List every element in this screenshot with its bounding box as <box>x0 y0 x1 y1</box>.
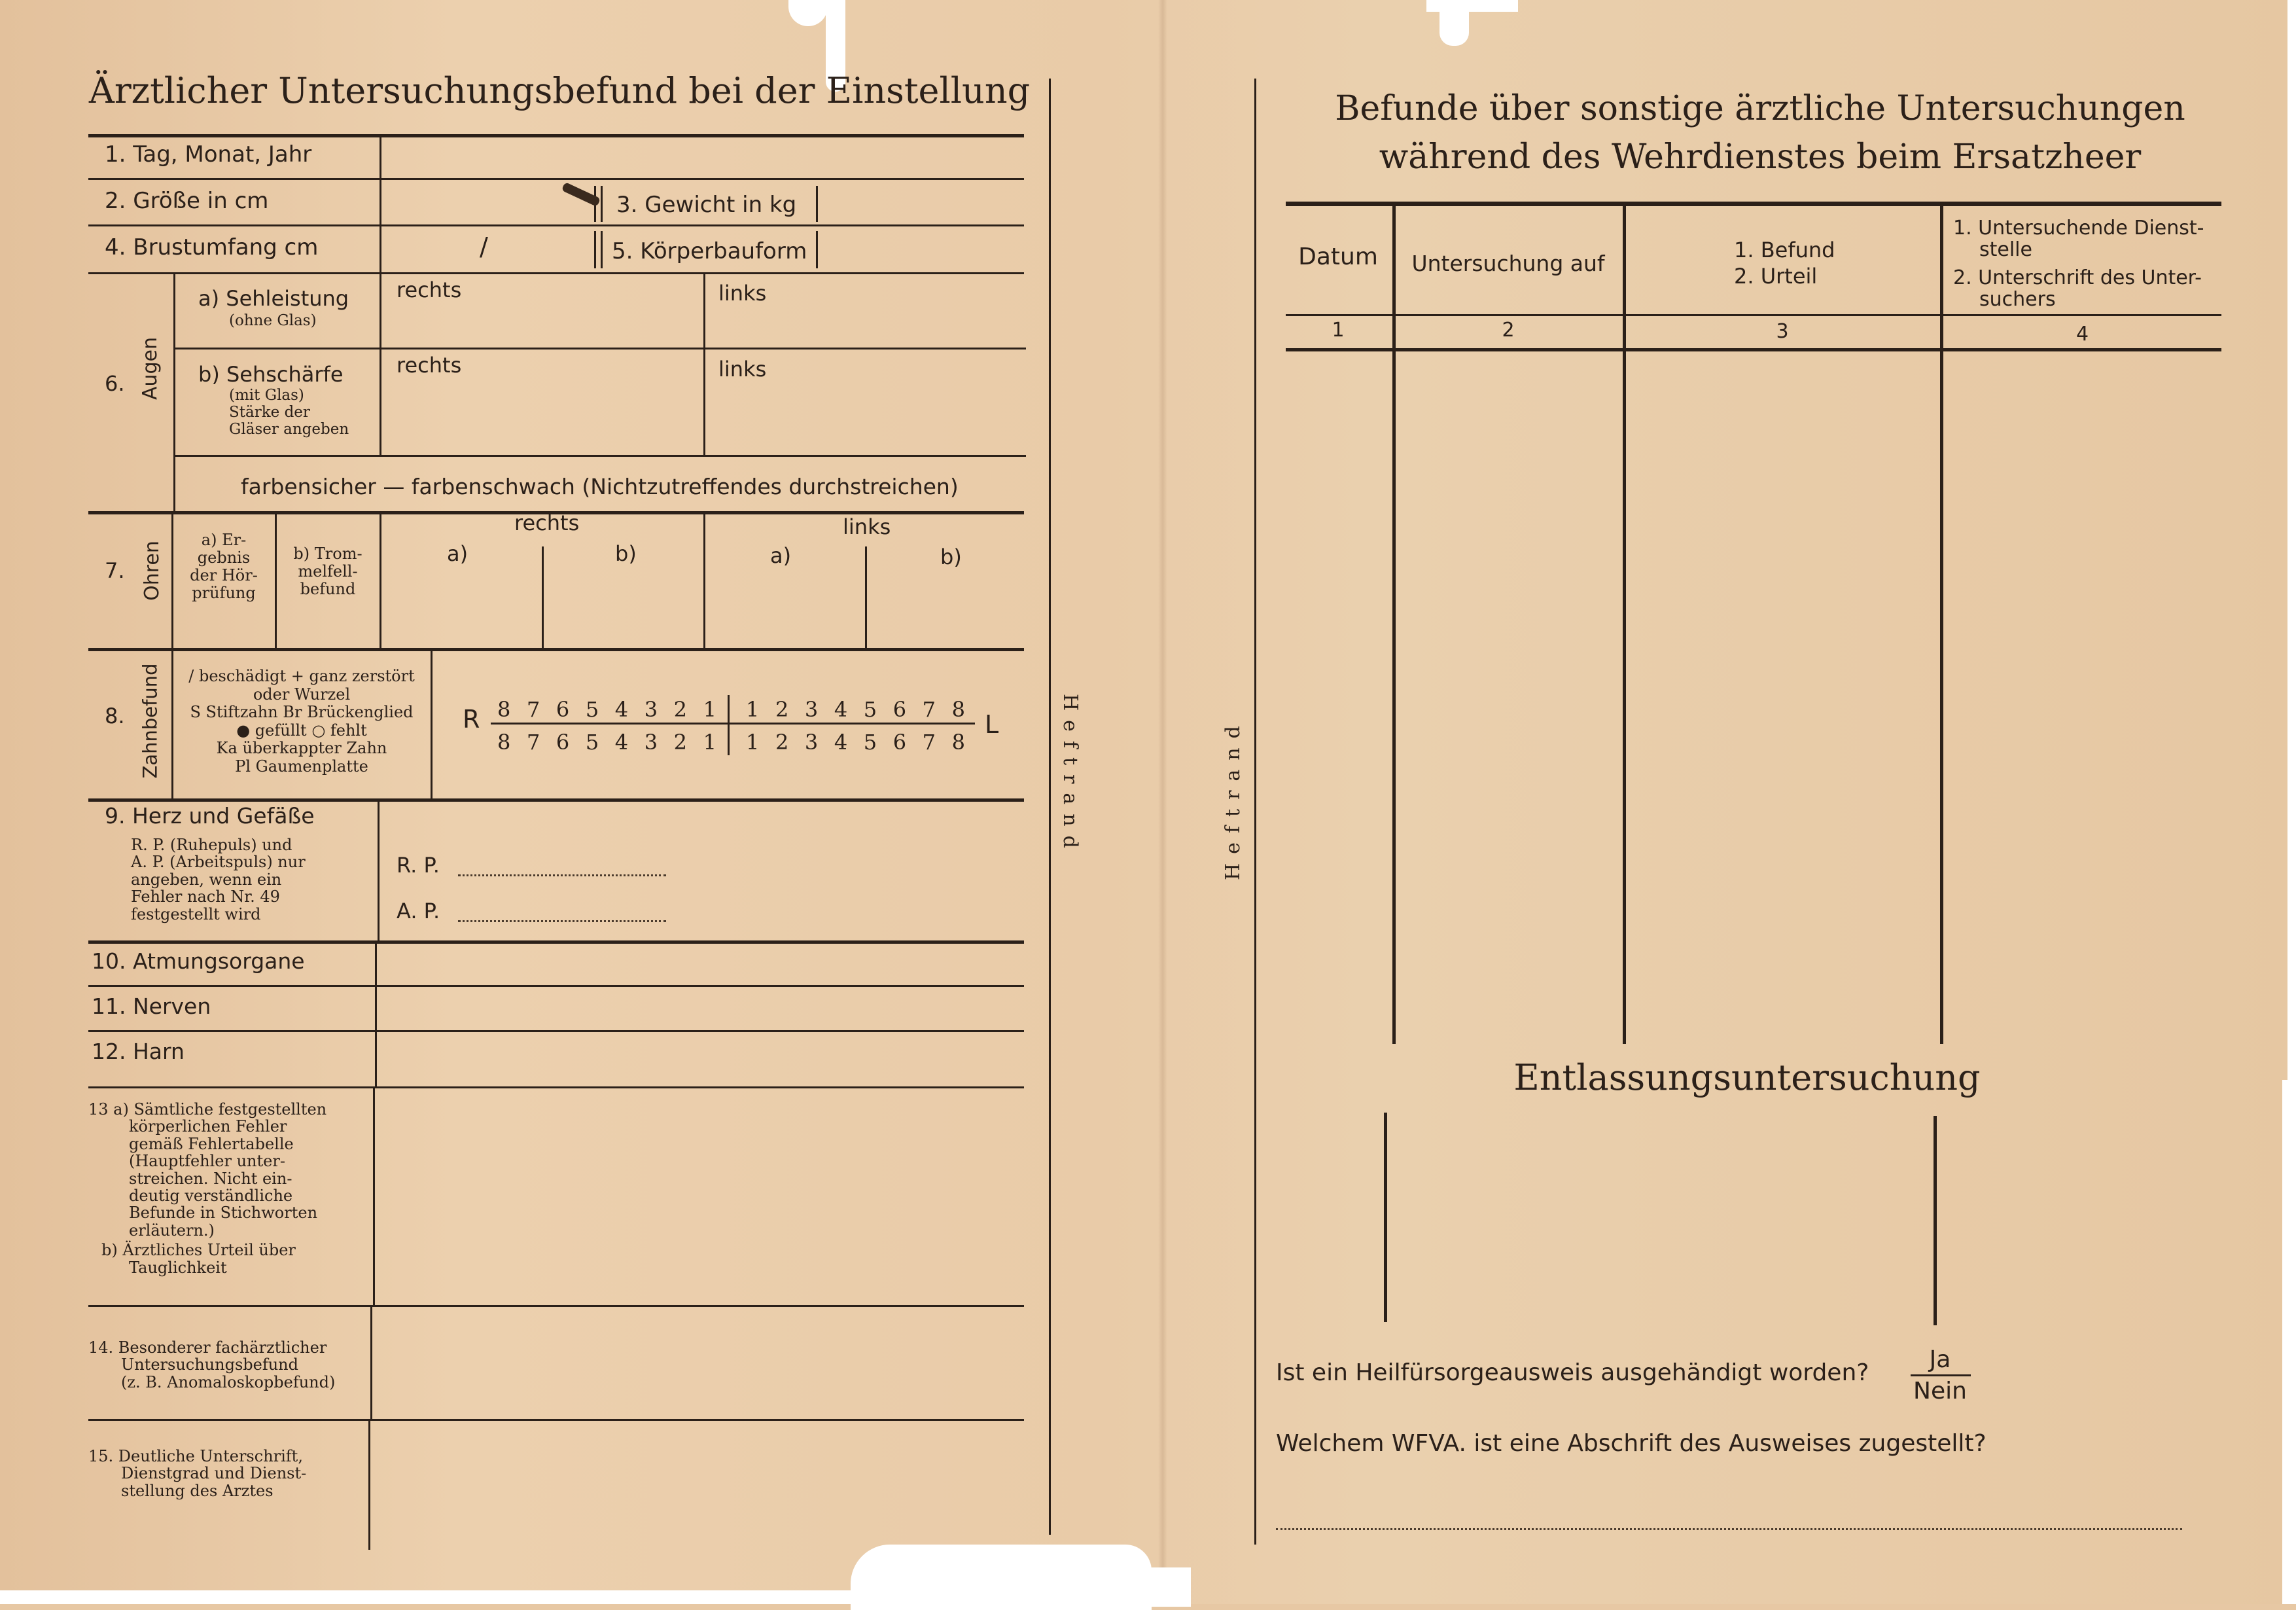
row4-slash: / <box>480 232 488 261</box>
tooth-number: 3 <box>804 697 819 722</box>
divider-gewicht-b <box>601 186 603 222</box>
row15-text <box>88 1448 306 1499</box>
row14-line: 14. Besonderer fachärztlicher <box>88 1338 327 1357</box>
row7-number: 7. <box>105 558 125 583</box>
ja-nein-divider <box>1911 1374 1971 1376</box>
ohren-links-a: a) <box>770 543 792 568</box>
tooth-number: 8 <box>951 697 965 722</box>
tooth-number: 6 <box>892 730 907 755</box>
row13-line: 13 a) Sämtliche festgestellten <box>88 1100 327 1118</box>
row13-line: streichen. Nicht ein- <box>129 1169 292 1188</box>
ohren-a-line: der Hör- <box>190 565 258 584</box>
zahn-legend-line: Pl Gaumenplatte <box>235 757 368 776</box>
question-wfva: Welchem WFVA. ist eine Abschrift des Ausweises zugestellt? <box>1276 1430 1987 1457</box>
row11-label: 11. Nerven <box>92 993 211 1019</box>
row13-line: Tauglichkeit <box>129 1258 227 1277</box>
tooth-number: 2 <box>775 697 789 722</box>
col-num-4: 4 <box>2075 323 2089 346</box>
tooth-number: 5 <box>585 697 599 722</box>
center-fold <box>1158 0 1167 1604</box>
rule-6a <box>175 348 1026 349</box>
col-datum-header: Datum <box>1298 243 1378 270</box>
row14-line: (z. B. Anomaloskopbefund) <box>121 1372 336 1391</box>
right-form-title-1: Befunde über sonstige ärztliche Untersuchungen <box>1335 89 2185 128</box>
row6-number: 6. <box>105 371 125 396</box>
ohren-links-b: b) <box>940 545 962 569</box>
row13-line: deutig verständliche <box>129 1186 293 1205</box>
col4-header-line: stelle <box>1979 238 2032 261</box>
zahn-group-divider <box>171 648 173 798</box>
sehleistung-links: links <box>718 281 767 306</box>
table-num-rule <box>1286 348 2221 351</box>
entl-col-2 <box>1934 1116 1937 1325</box>
tooth-number: 4 <box>614 697 629 722</box>
row9-label: 9. Herz und Gefäße <box>105 803 315 829</box>
tooth-number: 6 <box>892 697 907 722</box>
col-num-3: 3 <box>1776 320 1789 343</box>
ohren-b-text <box>279 545 377 598</box>
col-untersuchung-header: Untersuchung auf <box>1411 251 1605 276</box>
col4-header <box>1953 217 2204 310</box>
mit-glas-note: (mit Glas) <box>229 387 304 404</box>
ohren-links: links <box>843 514 891 539</box>
sehleistung-label: a) Sehleistung <box>198 286 349 311</box>
rule-12 <box>88 1086 1024 1088</box>
teeth-R-label: R <box>463 705 480 734</box>
col-divider-9 <box>378 798 380 940</box>
rp-label: R. P. <box>397 853 440 878</box>
right-form-title-2: während des Wehrdienstes beim Ersatzheer <box>1379 137 2142 177</box>
tooth-number: 3 <box>804 730 819 755</box>
ohren-label: Ohren <box>141 541 164 601</box>
col4-header-line: suchers <box>1979 288 2056 311</box>
row2-label: 2. Größe in cm <box>105 188 269 214</box>
col-divider-15 <box>368 1419 370 1550</box>
tooth-number: 5 <box>585 730 599 755</box>
tooth-number: 1 <box>746 697 760 722</box>
entl-col-1 <box>1384 1113 1387 1322</box>
row5-label: 5. Körperbauform <box>612 238 807 264</box>
left-form-title: Ärztlicher Untersuchungsbefund bei der Einstellung <box>88 70 1031 111</box>
rule-14 <box>88 1419 1024 1421</box>
col3-header-line: 1. Befund <box>1734 238 1835 262</box>
teeth-lower-right <box>497 730 716 755</box>
ohren-rechts-b: b) <box>615 541 637 566</box>
tear-right-1 <box>2282 1080 2296 1604</box>
option-ja[interactable]: Ja <box>1929 1346 1951 1373</box>
zahn-legend-line: oder Wurzel <box>253 685 351 704</box>
zahn-legend-line: / beschädigt + ganz zerstört <box>188 667 415 685</box>
ohren-b-line: befund <box>300 579 356 598</box>
staerke-note: Stärke der <box>229 404 310 421</box>
ohren-a-line: a) Er- <box>201 531 247 549</box>
tear-bottom-1 <box>851 1545 1152 1610</box>
row13-text <box>88 1101 327 1276</box>
tooth-number: 5 <box>863 697 877 722</box>
tooth-number: 4 <box>614 730 629 755</box>
tooth-number: 5 <box>863 730 877 755</box>
sehleistung-rechts: rechts <box>397 277 462 302</box>
augen-rl-divider <box>703 272 705 455</box>
augen-group-divider <box>173 272 175 511</box>
row10-label: 10. Atmungsorgane <box>92 948 305 974</box>
heftrand-right: Heftrand <box>1222 717 1245 880</box>
tooth-number: 4 <box>834 730 848 755</box>
row12-label: 12. Harn <box>92 1039 185 1064</box>
ohren-r-divider <box>542 546 544 648</box>
col4-header-line: 2. Unterschrift des Unter- <box>1953 266 2202 289</box>
row3-label: 3. Gewicht in kg <box>616 192 797 218</box>
row4-label: 4. Brustumfang cm <box>105 234 319 260</box>
row13-line: b) Ärztliches Urteil über <box>101 1241 296 1260</box>
teeth-upper-right <box>497 697 716 722</box>
table-top-rule <box>1286 202 2221 206</box>
row8-number: 8. <box>105 704 125 728</box>
ohren-rechts-a: a) <box>447 541 468 566</box>
ohren-ab-divider <box>275 511 277 648</box>
tooth-number: 1 <box>703 697 716 722</box>
augen-label: Augen <box>139 336 162 401</box>
row9-note <box>131 836 306 923</box>
teeth-upper-left <box>746 697 965 722</box>
tooth-number: 3 <box>644 697 658 722</box>
augen-label-divider <box>380 272 381 455</box>
col-divider-14 <box>370 1305 372 1419</box>
tooth-number: 3 <box>644 730 658 755</box>
rule-r1 <box>88 178 1024 180</box>
ohne-glas-note: (ohne Glas) <box>229 312 317 329</box>
rule-r4 <box>88 272 1024 274</box>
right-form-left-border <box>1254 79 1256 1545</box>
rule-13 <box>88 1305 1024 1307</box>
table-header-rule <box>1286 314 2221 316</box>
teeth-center-line <box>728 695 730 755</box>
tooth-number: 6 <box>556 730 570 755</box>
rule-11 <box>88 1030 1024 1032</box>
tooth-number: 7 <box>922 730 936 755</box>
row13-line: Befunde in Stichworten <box>129 1204 318 1223</box>
row9-note-line: A. P. (Arbeitspuls) nur <box>131 853 306 872</box>
rule-6b <box>175 455 1026 457</box>
tooth-number: 8 <box>497 697 511 722</box>
entlassung-heading: Entlassungsuntersuchung <box>1513 1057 1981 1098</box>
row15-line: 15. Deutliche Unterschrift, <box>88 1447 303 1465</box>
zahn-legend-divider <box>431 648 433 798</box>
ohren-b-line: b) Trom- <box>293 545 362 563</box>
teeth-lower-left <box>746 730 965 755</box>
tear-top-4 <box>1426 0 1518 12</box>
zahn-legend-line: Ka überkappter Zahn <box>216 739 387 758</box>
wfva-answer-field[interactable] <box>1276 1528 2182 1530</box>
col4-header-line: 1. Untersuchende Dienst- <box>1953 217 2204 240</box>
teeth-L-label: L <box>985 710 999 739</box>
col3-header-line: 2. Urteil <box>1734 264 1818 289</box>
ohren-a-text <box>175 531 272 602</box>
zahn-legend <box>175 668 428 776</box>
tooth-number: 8 <box>951 730 965 755</box>
tooth-number: 2 <box>673 697 687 722</box>
row13-line: körperlichen Fehler <box>129 1117 287 1136</box>
row9-note-line: Fehler nach Nr. 49 <box>131 887 280 906</box>
divider-koerper-a <box>594 231 596 268</box>
row14-line: Untersuchungsbefund <box>121 1355 298 1374</box>
col3-header <box>1734 237 1835 289</box>
tooth-number: 7 <box>526 697 540 722</box>
rule-9 <box>88 940 1024 944</box>
sehschaerfe-rechts: rechts <box>397 353 462 378</box>
row14-text <box>88 1339 335 1391</box>
divider-koerper-end <box>816 231 818 268</box>
row9-note-line: angeben, wenn ein <box>131 870 282 889</box>
row15-line: Dienstgrad und Dienst- <box>121 1464 307 1483</box>
tooth-number: 6 <box>556 697 570 722</box>
zahn-legend-line: ● gefüllt ○ fehlt <box>236 721 367 740</box>
ohren-rl-divider <box>703 511 705 648</box>
rule-8 <box>88 798 1024 802</box>
row15-line: stellung des Arztes <box>121 1481 274 1500</box>
col-num-1: 1 <box>1332 319 1345 342</box>
row9-note-line: R. P. (Ruhepuls) und <box>131 836 292 854</box>
tear-right-2 <box>2287 0 2296 1080</box>
row13-line: gemäß Fehlertabelle <box>129 1134 294 1153</box>
ohren-label-divider <box>380 511 381 648</box>
ohren-a-line: gebnis <box>197 548 251 567</box>
farben-line: farbensicher — farbenschwach (Nichtzutreffendes durchstreichen) <box>241 474 959 499</box>
row13-line: (Hauptfehler unter- <box>129 1152 285 1171</box>
ohren-a-line: prüfung <box>192 583 256 602</box>
col-num-2: 2 <box>1502 319 1515 342</box>
tooth-number: 7 <box>526 730 540 755</box>
tooth-number: 7 <box>922 697 936 722</box>
glaeser-note: Gläser angeben <box>229 421 349 438</box>
ap-label: A. P. <box>397 899 440 923</box>
rule-10 <box>88 985 1024 987</box>
tooth-number: 1 <box>703 730 716 755</box>
ohren-b-line: melfell- <box>298 562 358 581</box>
left-form-right-border <box>1049 79 1051 1535</box>
tooth-number: 1 <box>746 730 760 755</box>
sehschaerfe-label: b) Sehschärfe <box>198 362 344 387</box>
tooth-number: 4 <box>834 697 848 722</box>
ohren-group-divider <box>171 511 173 648</box>
tooth-number: 2 <box>673 730 687 755</box>
heftrand-left: Heftrand <box>1059 694 1082 857</box>
rp-field[interactable] <box>458 874 666 876</box>
zahn-legend-line: S Stiftzahn Br Brückenglied <box>190 703 414 722</box>
question-heilfuersorge: Ist ein Heilfürsorgeausweis ausgehändigt worden? <box>1276 1359 1869 1386</box>
ohren-l-divider <box>865 546 867 648</box>
rule-7 <box>88 648 1024 651</box>
tooth-number: 8 <box>497 730 511 755</box>
ohren-rechts: rechts <box>514 510 580 535</box>
ap-field[interactable] <box>458 920 666 922</box>
zahnbefund-label: Zahnbefund <box>139 663 162 779</box>
col-divider-13 <box>373 1086 375 1305</box>
row9-note-line: festgestellt wird <box>131 904 261 923</box>
row1-label: 1. Tag, Monat, Jahr <box>105 141 312 168</box>
divider-gewicht-end <box>816 186 818 222</box>
option-nein[interactable]: Nein <box>1913 1378 1967 1404</box>
divider-koerper-b <box>601 231 603 268</box>
teeth-midline <box>491 723 975 724</box>
col-divider-10-12 <box>375 940 377 1086</box>
tooth-number: 2 <box>775 730 789 755</box>
tear-left-bottom <box>0 1590 851 1604</box>
sehschaerfe-links: links <box>718 357 767 382</box>
col-divider-top <box>380 134 381 272</box>
rule-top <box>88 134 1024 137</box>
table-col-1 <box>1392 206 1396 1044</box>
row13-line: erläutern.) <box>129 1221 215 1240</box>
tear-bottom-2 <box>1112 1567 1191 1607</box>
rule-r2 <box>88 224 1024 226</box>
